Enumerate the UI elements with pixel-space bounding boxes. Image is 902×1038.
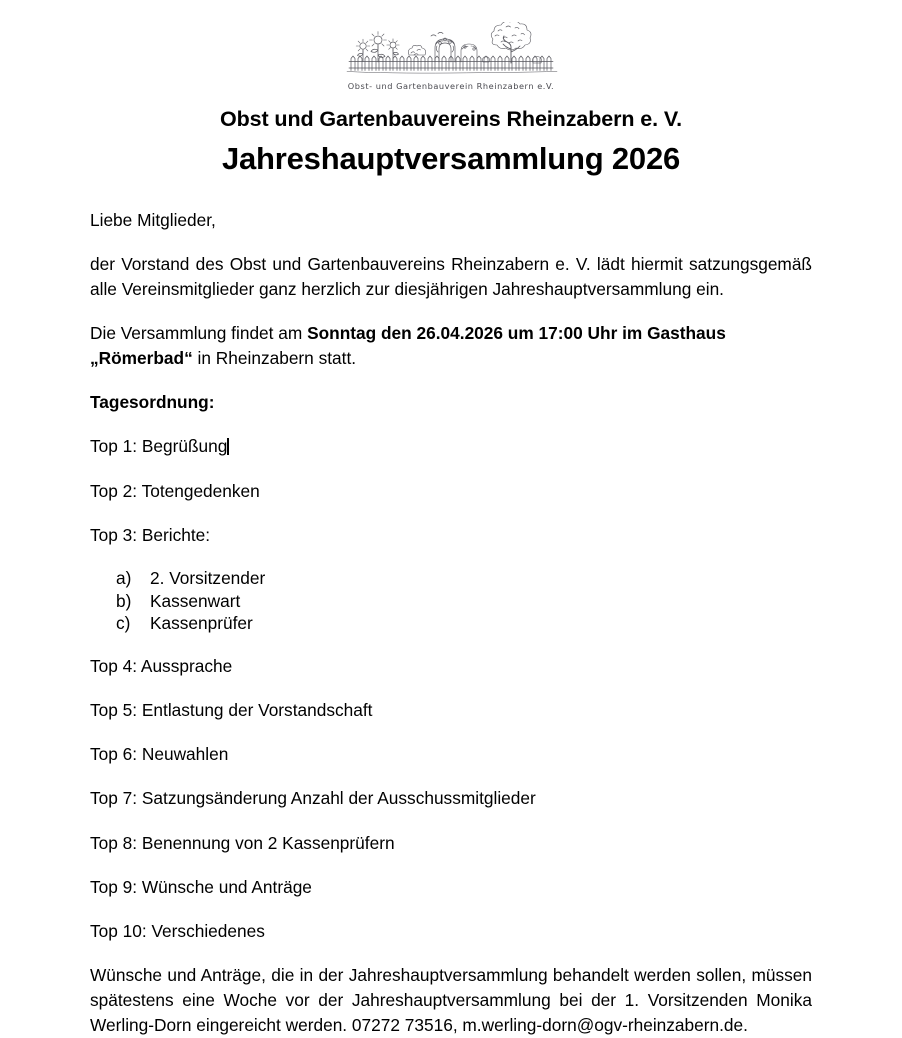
agenda-item-4: Top 4: Aussprache [90,656,233,677]
meeting-details-paragraph [90,321,812,371]
sublist-text-c: Kassenprüfer [150,613,253,634]
agenda-item-1 [90,434,812,459]
text-cursor-caret [227,438,229,455]
agenda-heading: Tagesordnung: [90,392,215,413]
organization-heading: Obst und Gartenbauvereins Rheinzabern e. V. [219,107,683,131]
meeting-location-tail: in Rheinzabern statt. [192,348,357,369]
document-body [90,177,812,1038]
salutation: Liebe Mitglieder, [90,210,216,230]
sublist-text-a: 2. Vorsitzender [150,567,266,588]
agenda-item-8: Top 8: Benennung von 2 Kassenprüfern [90,832,395,853]
closing-paragraph: Wünsche und Anträge, die in der Jahreshauptversammlung behandelt werden sollen, müssen spätestens eine Woche vor der Jahreshauptversammlung bei der 1. Vorsitzenden Monika Werling-Dorn eingereicht werden. 07272 73516, m.werling-dorn@ogv-rheinzabern.de. [90,964,812,1035]
meeting-lead-in: Die Versammlung findet am [90,323,308,344]
logo-caption: Obst- und Gartenbauverein Rheinzabern e.V. [347,81,555,91]
meeting-datetime-venue: Sonntag den 26.04.2026 um 17:00 Uhr im Gasthaus „Römerbad“ [90,323,726,369]
sublist-marker-c: c) [116,613,131,634]
agenda-item-1-label: Top 1: Begrüßung [90,436,228,457]
list-item [116,590,812,613]
intro-paragraph: der Vorstand des Obst und Gartenbauvereins Rheinzabern e. V. lädt hiermit satzungsgemäß alle Vereinsmitglieder ganz herzlich zur diesjährigen Jahreshauptversammlung ein. [90,254,812,300]
logo-block [0,0,902,91]
agenda-item-5: Top 5: Entlastung der Vorstandschaft [90,700,373,721]
agenda-item-9: Top 9: Wünsche und Anträge [90,876,312,897]
sublist-marker-a: a) [116,567,132,588]
sublist-marker-b: b) [116,590,132,611]
list-item [116,612,812,635]
agenda-item-6: Top 6: Neuwahlen [90,744,229,765]
agenda-item-3: Top 3: Berichte: [90,524,211,545]
page-title: Jahreshauptversammlung 2026 [221,141,681,176]
list-item [116,567,812,590]
agenda-item-7: Top 7: Satzungsänderung Anzahl der Ausschussmitglieder [90,788,536,809]
agenda-item-2: Top 2: Totengedenken [90,480,260,501]
agenda-item-10: Top 10: Verschiedenes [90,920,265,941]
garden-fence-logo [343,22,559,80]
reports-sublist [90,567,812,635]
sublist-text-b: Kassenwart [150,590,241,611]
